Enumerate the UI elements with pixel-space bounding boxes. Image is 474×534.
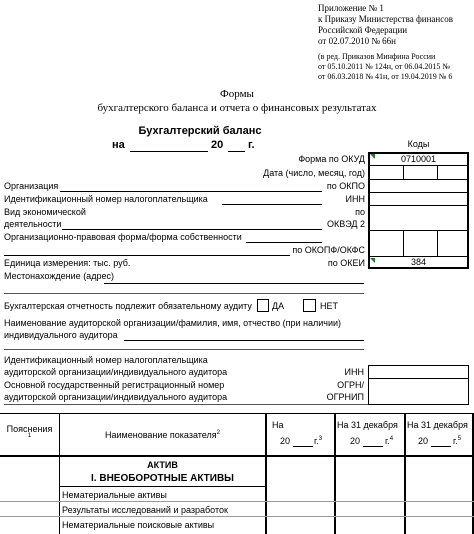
auditor-name-field-2[interactable]	[4, 349, 364, 350]
row-label-research: Результаты исследований и разработок	[62, 505, 228, 515]
row-label-exploration: Нематериальные поисковые активы	[62, 520, 215, 530]
balance-year-suffix: г.	[248, 139, 255, 151]
cell-marker-icon	[370, 154, 375, 159]
header-name: Наименование показателя$^2$	[105, 430, 220, 440]
codes-okopf-div	[437, 231, 438, 256]
codes-row-sep	[368, 192, 469, 193]
activity-label-2: деятельности	[4, 219, 62, 229]
table-header-bottom	[0, 455, 474, 457]
organization-label: Организация	[4, 181, 59, 191]
audit-yes-label: ДА	[272, 301, 285, 311]
auditor-name-label-2: индивидуального аудитора	[4, 330, 118, 340]
auditor-inn-label-2: аудиторской организации/индивидуального аудитора	[4, 367, 228, 377]
appendix-line-4: от 02.07.2010 № 66н	[318, 36, 396, 46]
taxpayer-id-field[interactable]	[222, 204, 322, 205]
okud-label: Форма по ОКУД	[298, 154, 365, 164]
balance-title: Бухгалтерский баланс	[138, 125, 262, 137]
header-col-a-1: На	[272, 420, 284, 430]
organization-field[interactable]	[60, 191, 322, 192]
taxpayer-id-label: Идентификационный номер налогоплательщика	[4, 194, 208, 204]
header-col-a-2: 20	[280, 436, 291, 446]
header-col-c-line[interactable]	[431, 446, 451, 447]
codes-header: Коды	[407, 139, 430, 149]
balance-date-line[interactable]	[130, 151, 208, 152]
legal-form-label: Организационно-правовая форма/форма собственности	[4, 232, 242, 242]
auditor-codes-box[interactable]	[368, 365, 469, 405]
row-sep	[60, 486, 265, 487]
auditor-name-field[interactable]	[124, 340, 364, 341]
auditor-inn-code-label: ИНН	[344, 367, 364, 377]
inn-label: ИНН	[345, 194, 365, 204]
audit-no-label: НЕТ	[320, 301, 338, 311]
row-sep	[0, 516, 474, 517]
header-notes-sup: 1	[27, 433, 32, 439]
header-col-c-3: г.$^5$	[453, 436, 462, 446]
balance-date-na: на	[112, 139, 125, 151]
header-col-b-3: г.$^4$	[385, 436, 394, 446]
auditor-ogrn-code-label-1: ОГРН/	[337, 380, 364, 390]
auditor-divider	[4, 404, 368, 405]
location-field-2[interactable]	[4, 293, 364, 294]
cell-marker-icon	[370, 258, 375, 263]
codes-box	[368, 152, 469, 269]
auditor-ogrn-label-1: Основной государственный регистрационный номер	[4, 380, 225, 390]
codes-okopf-div	[403, 231, 404, 256]
audit-required-label: Бухгалтерская отчетность подлежит обязательному аудиту	[4, 301, 252, 311]
header-col-b-2: 20	[350, 436, 361, 446]
header-col-a-line[interactable]	[293, 446, 313, 447]
balance-year-line[interactable]	[228, 151, 245, 152]
header-col-c-1: На 31 декабря	[407, 420, 468, 430]
legal-form-field[interactable]	[246, 242, 322, 243]
row-sep	[0, 501, 474, 502]
location-label: Местонахождение (адрес)	[4, 271, 114, 281]
okud-value[interactable]: 0710001	[400, 154, 437, 164]
header-notes: Пояснения	[6, 424, 53, 434]
auditor-name-label-1: Наименование аудиторской организации/фамилия, имя, отчество (при наличии)	[4, 318, 342, 328]
okopf-label: по ОКОПФ/ОКФС	[292, 245, 365, 255]
audit-yes-checkbox[interactable]	[257, 299, 269, 312]
header-col-b-line[interactable]	[363, 446, 383, 447]
codes-row-sep	[368, 205, 469, 206]
auditor-inn-label-1: Идентификационный номер налогоплательщика	[4, 355, 208, 365]
appendix-line-2: к Приказу Министерства финансов	[318, 14, 453, 24]
table-top-border	[0, 413, 474, 414]
location-field[interactable]	[104, 283, 364, 284]
forms-title-line-2: бухгалтерского баланса и отчета о финансовых результатах	[97, 102, 377, 114]
okei-value[interactable]: 384	[410, 257, 427, 267]
header-col-a-3: г.$^3$	[314, 436, 323, 446]
header-col-b-1: На 31 декабря	[337, 420, 398, 430]
codes-row-sep	[368, 179, 469, 180]
auditor-ogrn-label-2: аудиторской организации/индивидуального аудитора	[4, 392, 228, 402]
appendix-line-1: Приложение № 1	[318, 3, 384, 13]
amendment-line-1: (в ред. Приказов Минфина России	[318, 52, 436, 61]
forms-title-line-1: Формы	[220, 88, 254, 100]
okei-label: по ОКЕИ	[327, 258, 365, 268]
amendment-line-2: от 05.10.2011 № 124н, от 06.04.2015 №	[318, 62, 451, 71]
subsection-noncurrent-assets: I. ВНЕОБОРОТНЫЕ АКТИВЫ	[91, 473, 234, 484]
activity-field[interactable]	[62, 229, 322, 230]
auditor-codes-sep	[368, 378, 469, 379]
date-label: Дата (число, месяц, год)	[263, 168, 365, 178]
unit-label: Единица измерения: тыс. руб.	[4, 258, 131, 268]
appendix-line-3: Российской Федерации	[318, 25, 408, 35]
activity-label-1: Вид экономической	[4, 207, 86, 217]
codes-row-sep	[368, 165, 469, 166]
section-aktiv: АКТИВ	[147, 460, 178, 470]
auditor-ogrn-code-label-2: ОГРНИП	[326, 392, 364, 402]
legal-form-field-2[interactable]	[4, 255, 290, 256]
codes-row-sep	[368, 230, 469, 231]
okved-label-1: по	[355, 207, 365, 217]
header-col-c-2: 20	[418, 436, 429, 446]
codes-date-div	[403, 166, 404, 179]
okved-label-2: ОКВЭД 2	[326, 219, 365, 229]
codes-date-div	[437, 166, 438, 179]
balance-year-prefix: 20	[211, 139, 224, 151]
audit-no-checkbox[interactable]	[303, 299, 316, 312]
row-label-intangibles: Нематериальные активы	[62, 490, 167, 500]
okpo-label: по ОКПО	[326, 181, 365, 191]
amendment-line-3: от 06.03.2018 № 41н, от 19.04.2019 № 6	[318, 72, 453, 81]
